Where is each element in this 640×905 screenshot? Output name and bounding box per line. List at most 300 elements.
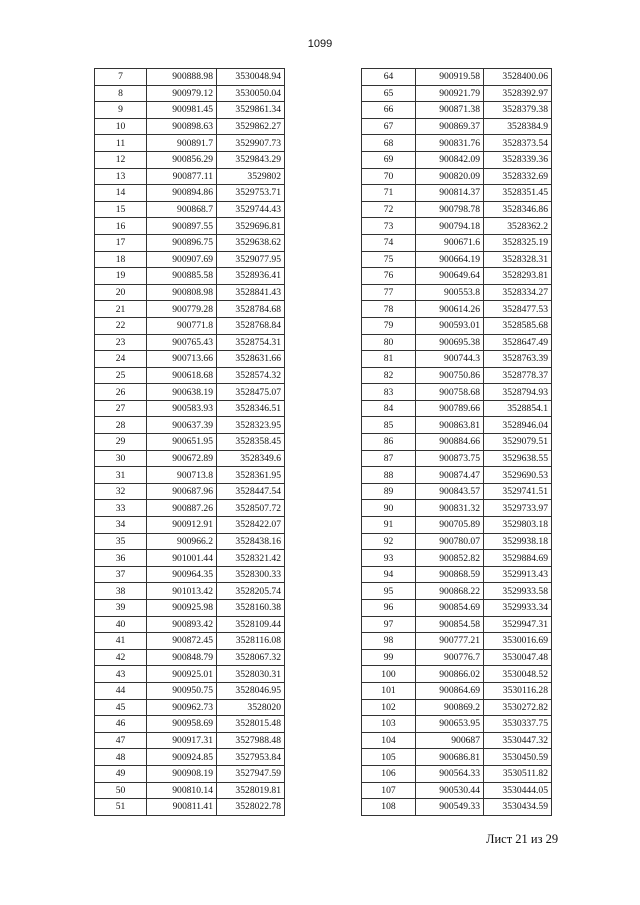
table-row (95, 301, 285, 318)
y-coordinate-cell: 3528020 (217, 699, 285, 716)
y-coordinate-cell: 3528400.06 (484, 69, 552, 86)
x-coordinate-cell: 900831.32 (416, 500, 484, 517)
point-number-cell: 85 (362, 417, 416, 434)
table-row (362, 185, 552, 202)
x-coordinate-cell: 900898.63 (147, 118, 217, 135)
x-coordinate-cell: 900814.37 (416, 185, 484, 202)
x-coordinate-cell: 900798.78 (416, 201, 484, 218)
point-number-cell: 104 (362, 732, 416, 749)
y-coordinate-cell: 3529753.71 (217, 185, 285, 202)
point-number-cell: 64 (362, 69, 416, 86)
y-coordinate-cell: 3529802 (217, 168, 285, 185)
y-coordinate-cell: 3528293.81 (484, 268, 552, 285)
table-row (95, 251, 285, 268)
x-coordinate-cell: 900894.86 (147, 185, 217, 202)
table-row (362, 765, 552, 782)
point-number-cell: 18 (95, 251, 147, 268)
table-row (95, 616, 285, 633)
x-coordinate-cell: 900950.75 (147, 682, 217, 699)
y-coordinate-cell: 3530047.48 (484, 649, 552, 666)
y-coordinate-cell: 3528358.45 (217, 434, 285, 451)
x-coordinate-cell: 900765.43 (147, 334, 217, 351)
x-coordinate-cell: 900958.69 (147, 716, 217, 733)
y-coordinate-cell: 3530337.75 (484, 716, 552, 733)
x-coordinate-cell: 900758.68 (416, 384, 484, 401)
table-row (362, 533, 552, 550)
table-row (95, 151, 285, 168)
point-number-cell: 50 (95, 782, 147, 799)
table-row (362, 566, 552, 583)
y-coordinate-cell: 3528362.2 (484, 218, 552, 235)
y-coordinate-cell: 3529744.43 (217, 201, 285, 218)
x-coordinate-cell: 900618.68 (147, 367, 217, 384)
y-coordinate-cell: 3530272.82 (484, 699, 552, 716)
y-coordinate-cell: 3528067.32 (217, 649, 285, 666)
page-number: 1099 (307, 38, 333, 50)
table-row (95, 218, 285, 235)
table-row (95, 517, 285, 534)
table-row (95, 450, 285, 467)
y-coordinate-cell: 3529933.34 (484, 600, 552, 617)
y-coordinate-cell: 3528346.51 (217, 400, 285, 417)
y-coordinate-cell: 3530447.32 (484, 732, 552, 749)
table-row (362, 682, 552, 699)
x-coordinate-cell: 900687 (416, 732, 484, 749)
x-coordinate-cell: 900872.45 (147, 633, 217, 650)
table-row (362, 799, 552, 816)
x-coordinate-cell: 900638.19 (147, 384, 217, 401)
x-coordinate-cell: 900705.89 (416, 517, 484, 534)
table-row (95, 201, 285, 218)
table-row (95, 732, 285, 749)
x-coordinate-cell: 900583.93 (147, 400, 217, 417)
table-row (95, 765, 285, 782)
x-coordinate-cell: 900653.95 (416, 716, 484, 733)
x-coordinate-cell: 900713.8 (147, 467, 217, 484)
y-coordinate-cell: 3528384.9 (484, 118, 552, 135)
y-coordinate-cell: 3529690.53 (484, 467, 552, 484)
x-coordinate-cell: 900695.38 (416, 334, 484, 351)
x-coordinate-cell: 900810.14 (147, 782, 217, 799)
x-coordinate-cell: 900866.02 (416, 666, 484, 683)
x-coordinate-cell: 900848.79 (147, 649, 217, 666)
point-number-cell: 20 (95, 284, 147, 301)
table-row (95, 699, 285, 716)
y-coordinate-cell: 3528323.95 (217, 417, 285, 434)
x-coordinate-cell: 900981.45 (147, 102, 217, 119)
x-coordinate-cell: 900893.42 (147, 616, 217, 633)
y-coordinate-cell: 3529733.97 (484, 500, 552, 517)
x-coordinate-cell: 900962.73 (147, 699, 217, 716)
x-coordinate-cell: 900672.89 (147, 450, 217, 467)
x-coordinate-cell: 900854.58 (416, 616, 484, 633)
point-number-cell: 101 (362, 682, 416, 699)
y-coordinate-cell: 3528794.93 (484, 384, 552, 401)
y-coordinate-cell: 3528585.68 (484, 317, 552, 334)
table-row (362, 716, 552, 733)
x-coordinate-cell: 900852.82 (416, 550, 484, 567)
point-number-cell: 65 (362, 85, 416, 102)
y-coordinate-cell: 3528334.27 (484, 284, 552, 301)
x-coordinate-cell: 900871.38 (416, 102, 484, 119)
table-row (95, 533, 285, 550)
table-row (362, 583, 552, 600)
point-number-cell: 97 (362, 616, 416, 633)
y-coordinate-cell: 3528321.42 (217, 550, 285, 567)
y-coordinate-cell: 3529843.29 (217, 151, 285, 168)
point-number-cell: 35 (95, 533, 147, 550)
point-number-cell: 81 (362, 351, 416, 368)
table-row (362, 69, 552, 86)
table-row (95, 467, 285, 484)
point-number-cell: 47 (95, 732, 147, 749)
point-number-cell: 86 (362, 434, 416, 451)
point-number-cell: 70 (362, 168, 416, 185)
table-row (95, 483, 285, 500)
table-row (95, 69, 285, 86)
x-coordinate-cell: 900831.76 (416, 135, 484, 152)
point-number-cell: 92 (362, 533, 416, 550)
table-row (95, 649, 285, 666)
point-number-cell: 89 (362, 483, 416, 500)
x-coordinate-cell: 900966.2 (147, 533, 217, 550)
point-number-cell: 32 (95, 483, 147, 500)
table-row (95, 351, 285, 368)
table-row (362, 301, 552, 318)
x-coordinate-cell: 900891.7 (147, 135, 217, 152)
table-row (362, 118, 552, 135)
point-number-cell: 72 (362, 201, 416, 218)
table-row (95, 500, 285, 517)
y-coordinate-cell: 3528763.39 (484, 351, 552, 368)
x-coordinate-cell: 900856.29 (147, 151, 217, 168)
y-coordinate-cell: 3529907.73 (217, 135, 285, 152)
table-row (362, 218, 552, 235)
table-row (95, 284, 285, 301)
coordinates-table-right (361, 68, 552, 816)
x-coordinate-cell: 900907.69 (147, 251, 217, 268)
point-number-cell: 95 (362, 583, 416, 600)
point-number-cell: 77 (362, 284, 416, 301)
x-coordinate-cell: 900874.47 (416, 467, 484, 484)
point-number-cell: 34 (95, 517, 147, 534)
table-row (362, 334, 552, 351)
table-row (362, 450, 552, 467)
x-coordinate-cell: 900553.8 (416, 284, 484, 301)
point-number-cell: 26 (95, 384, 147, 401)
point-number-cell: 24 (95, 351, 147, 368)
table-row (95, 566, 285, 583)
y-coordinate-cell: 3528936.41 (217, 268, 285, 285)
point-number-cell: 100 (362, 666, 416, 683)
table-row (362, 649, 552, 666)
point-number-cell: 90 (362, 500, 416, 517)
table-row (362, 367, 552, 384)
y-coordinate-cell: 3528046.95 (217, 682, 285, 699)
point-number-cell: 10 (95, 118, 147, 135)
point-number-cell: 27 (95, 400, 147, 417)
x-coordinate-cell: 900820.09 (416, 168, 484, 185)
y-coordinate-cell: 3529741.51 (484, 483, 552, 500)
y-coordinate-cell: 3529696.81 (217, 218, 285, 235)
y-coordinate-cell: 3527988.48 (217, 732, 285, 749)
x-coordinate-cell: 900868.7 (147, 201, 217, 218)
table-row (362, 268, 552, 285)
x-coordinate-cell: 900549.33 (416, 799, 484, 816)
x-coordinate-cell: 900868.22 (416, 583, 484, 600)
y-coordinate-cell: 3529079.51 (484, 434, 552, 451)
sheet-footer: Лист 21 из 29 (486, 832, 559, 846)
y-coordinate-cell: 3528015.48 (217, 716, 285, 733)
y-coordinate-cell: 3530016.69 (484, 633, 552, 650)
point-number-cell: 43 (95, 666, 147, 683)
y-coordinate-cell: 3528346.86 (484, 201, 552, 218)
table-row (95, 716, 285, 733)
point-number-cell: 28 (95, 417, 147, 434)
point-number-cell: 13 (95, 168, 147, 185)
y-coordinate-cell: 3528754.31 (217, 334, 285, 351)
point-number-cell: 67 (362, 118, 416, 135)
table-row (362, 483, 552, 500)
x-coordinate-cell: 900687.96 (147, 483, 217, 500)
table-row (95, 799, 285, 816)
x-coordinate-cell: 901013.42 (147, 583, 217, 600)
point-number-cell: 9 (95, 102, 147, 119)
x-coordinate-cell: 900686.81 (416, 749, 484, 766)
y-coordinate-cell: 3527947.59 (217, 765, 285, 782)
point-number-cell: 15 (95, 201, 147, 218)
x-coordinate-cell: 900750.86 (416, 367, 484, 384)
y-coordinate-cell: 3528946.04 (484, 417, 552, 434)
y-coordinate-cell: 3529862.27 (217, 118, 285, 135)
y-coordinate-cell: 3528574.32 (217, 367, 285, 384)
point-number-cell: 51 (95, 799, 147, 816)
y-coordinate-cell: 3528647.49 (484, 334, 552, 351)
x-coordinate-cell: 900864.69 (416, 682, 484, 699)
y-coordinate-cell: 3528116.08 (217, 633, 285, 650)
table-row (362, 284, 552, 301)
table-row (362, 633, 552, 650)
y-coordinate-cell: 3528841.43 (217, 284, 285, 301)
y-coordinate-cell: 3528854.1 (484, 400, 552, 417)
table-row (95, 234, 285, 251)
point-number-cell: 12 (95, 151, 147, 168)
x-coordinate-cell: 900885.58 (147, 268, 217, 285)
table-row (95, 85, 285, 102)
x-coordinate-cell: 900564.33 (416, 765, 484, 782)
y-coordinate-cell: 3529884.69 (484, 550, 552, 567)
y-coordinate-cell: 3528325.19 (484, 234, 552, 251)
point-number-cell: 33 (95, 500, 147, 517)
coordinates-table-left (94, 68, 285, 816)
point-number-cell: 48 (95, 749, 147, 766)
point-number-cell: 99 (362, 649, 416, 666)
x-coordinate-cell: 900530.44 (416, 782, 484, 799)
point-number-cell: 17 (95, 234, 147, 251)
x-coordinate-cell: 900811.41 (147, 799, 217, 816)
x-coordinate-cell: 900854.69 (416, 600, 484, 617)
table-row (95, 118, 285, 135)
point-number-cell: 45 (95, 699, 147, 716)
table-row (95, 666, 285, 683)
table-row (95, 400, 285, 417)
point-number-cell: 30 (95, 450, 147, 467)
x-coordinate-cell: 900649.64 (416, 268, 484, 285)
table-row (362, 732, 552, 749)
x-coordinate-cell: 900780.07 (416, 533, 484, 550)
point-number-cell: 80 (362, 334, 416, 351)
point-number-cell: 23 (95, 334, 147, 351)
point-number-cell: 29 (95, 434, 147, 451)
point-number-cell: 108 (362, 799, 416, 816)
table-row (362, 168, 552, 185)
point-number-cell: 88 (362, 467, 416, 484)
table-row (95, 782, 285, 799)
point-number-cell: 105 (362, 749, 416, 766)
point-number-cell: 102 (362, 699, 416, 716)
point-number-cell: 66 (362, 102, 416, 119)
x-coordinate-cell: 900869.37 (416, 118, 484, 135)
y-coordinate-cell: 3529638.55 (484, 450, 552, 467)
y-coordinate-cell: 3528392.97 (484, 85, 552, 102)
x-coordinate-cell: 900925.98 (147, 600, 217, 617)
table-row (95, 102, 285, 119)
y-coordinate-cell: 3528109.44 (217, 616, 285, 633)
x-coordinate-cell: 901001.44 (147, 550, 217, 567)
point-number-cell: 91 (362, 517, 416, 534)
table-row (362, 85, 552, 102)
point-number-cell: 98 (362, 633, 416, 650)
x-coordinate-cell: 900777.21 (416, 633, 484, 650)
x-coordinate-cell: 900671.6 (416, 234, 484, 251)
y-coordinate-cell: 3528019.81 (217, 782, 285, 799)
table-row (95, 583, 285, 600)
y-coordinate-cell: 3529638.62 (217, 234, 285, 251)
x-coordinate-cell: 900593.01 (416, 317, 484, 334)
table-row (362, 749, 552, 766)
x-coordinate-cell: 900637.39 (147, 417, 217, 434)
table-row (362, 201, 552, 218)
point-number-cell: 25 (95, 367, 147, 384)
x-coordinate-cell: 900873.75 (416, 450, 484, 467)
table-row (362, 467, 552, 484)
x-coordinate-cell: 900897.55 (147, 218, 217, 235)
x-coordinate-cell: 900776.7 (416, 649, 484, 666)
y-coordinate-cell: 3527953.84 (217, 749, 285, 766)
point-number-cell: 49 (95, 765, 147, 782)
point-number-cell: 73 (362, 218, 416, 235)
point-number-cell: 76 (362, 268, 416, 285)
x-coordinate-cell: 900887.26 (147, 500, 217, 517)
table-row (95, 317, 285, 334)
x-coordinate-cell: 900888.98 (147, 69, 217, 86)
table-row (362, 550, 552, 567)
y-coordinate-cell: 3530444.05 (484, 782, 552, 799)
point-number-cell: 37 (95, 566, 147, 583)
y-coordinate-cell: 3528339.36 (484, 151, 552, 168)
y-coordinate-cell: 3529938.18 (484, 533, 552, 550)
y-coordinate-cell: 3530048.52 (484, 666, 552, 683)
point-number-cell: 93 (362, 550, 416, 567)
y-coordinate-cell: 3528507.72 (217, 500, 285, 517)
x-coordinate-cell: 900877.11 (147, 168, 217, 185)
point-number-cell: 11 (95, 135, 147, 152)
x-coordinate-cell: 900924.85 (147, 749, 217, 766)
point-number-cell: 68 (362, 135, 416, 152)
y-coordinate-cell: 3530450.59 (484, 749, 552, 766)
x-coordinate-cell: 900869.2 (416, 699, 484, 716)
y-coordinate-cell: 3529803.18 (484, 517, 552, 534)
point-number-cell: 84 (362, 400, 416, 417)
point-number-cell: 19 (95, 268, 147, 285)
point-number-cell: 94 (362, 566, 416, 583)
y-coordinate-cell: 3528205.74 (217, 583, 285, 600)
point-number-cell: 7 (95, 69, 147, 86)
table-row (95, 417, 285, 434)
y-coordinate-cell: 3530048.94 (217, 69, 285, 86)
table-row (362, 151, 552, 168)
point-number-cell: 46 (95, 716, 147, 733)
y-coordinate-cell: 3528475.07 (217, 384, 285, 401)
x-coordinate-cell: 900843.57 (416, 483, 484, 500)
table-row (362, 251, 552, 268)
point-number-cell: 42 (95, 649, 147, 666)
y-coordinate-cell: 3528361.95 (217, 467, 285, 484)
y-coordinate-cell: 3528300.33 (217, 566, 285, 583)
table-row (362, 317, 552, 334)
table-row (362, 434, 552, 451)
table-row (362, 400, 552, 417)
table-row (362, 234, 552, 251)
y-coordinate-cell: 3529913.43 (484, 566, 552, 583)
x-coordinate-cell: 900917.31 (147, 732, 217, 749)
y-coordinate-cell: 3528422.07 (217, 517, 285, 534)
x-coordinate-cell: 900744.3 (416, 351, 484, 368)
x-coordinate-cell: 900884.66 (416, 434, 484, 451)
point-number-cell: 82 (362, 367, 416, 384)
point-number-cell: 78 (362, 301, 416, 318)
x-coordinate-cell: 900908.19 (147, 765, 217, 782)
y-coordinate-cell: 3530434.59 (484, 799, 552, 816)
table-row (95, 367, 285, 384)
point-number-cell: 96 (362, 600, 416, 617)
point-number-cell: 71 (362, 185, 416, 202)
table-row (95, 334, 285, 351)
y-coordinate-cell: 3528022.78 (217, 799, 285, 816)
table-row (95, 434, 285, 451)
point-number-cell: 8 (95, 85, 147, 102)
y-coordinate-cell: 3529861.34 (217, 102, 285, 119)
x-coordinate-cell: 900713.66 (147, 351, 217, 368)
y-coordinate-cell: 3528332.69 (484, 168, 552, 185)
x-coordinate-cell: 900921.79 (416, 85, 484, 102)
point-number-cell: 87 (362, 450, 416, 467)
y-coordinate-cell: 3528477.53 (484, 301, 552, 318)
y-coordinate-cell: 3528328.31 (484, 251, 552, 268)
y-coordinate-cell: 3528631.66 (217, 351, 285, 368)
x-coordinate-cell: 900842.09 (416, 151, 484, 168)
point-number-cell: 75 (362, 251, 416, 268)
point-number-cell: 69 (362, 151, 416, 168)
x-coordinate-cell: 900789.66 (416, 400, 484, 417)
x-coordinate-cell: 900979.12 (147, 85, 217, 102)
point-number-cell: 16 (95, 218, 147, 235)
table-row (95, 682, 285, 699)
table-row (95, 600, 285, 617)
y-coordinate-cell: 3528768.84 (217, 317, 285, 334)
table-row (362, 517, 552, 534)
x-coordinate-cell: 900808.98 (147, 284, 217, 301)
